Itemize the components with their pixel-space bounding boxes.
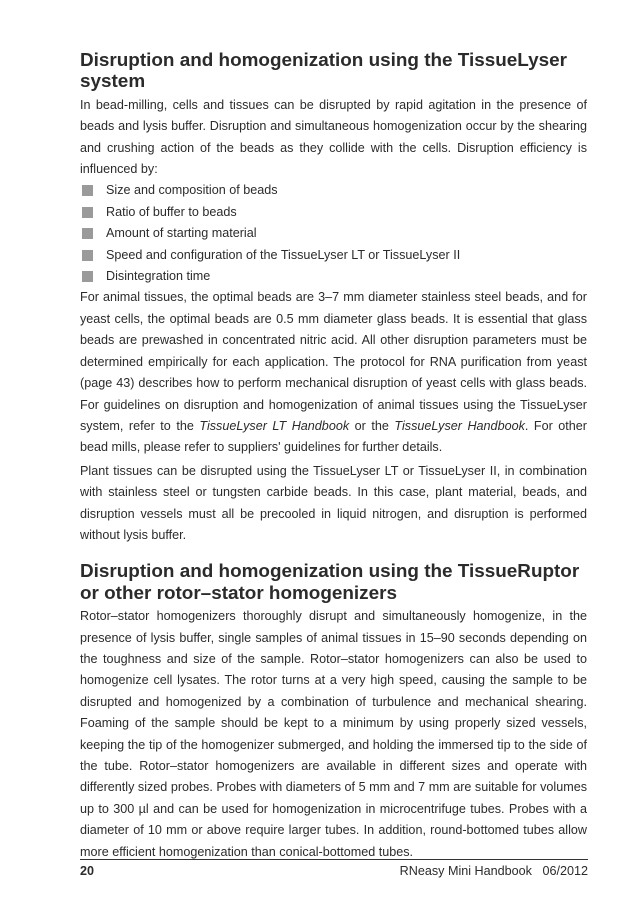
footer-divider bbox=[80, 859, 588, 860]
square-bullet-icon bbox=[82, 185, 93, 196]
square-bullet-icon bbox=[82, 250, 93, 261]
paragraph-bead-milling: In bead-milling, cells and tissues can be disrupted by rapid agitation in the presence of beads and lysis buffer. Disruption and simultaneous homogenization occur by the shearing and crushing action of the beads as they collide with the cells. Disruption efficiency is influenced by: bbox=[80, 97, 587, 177]
bullet-text: Disintegration time bbox=[106, 269, 211, 284]
handbook-reference: TissueLyser Handbook bbox=[394, 418, 525, 433]
footer-title: RNeasy Mini Handbook 06/2012 bbox=[399, 864, 588, 878]
square-bullet-icon bbox=[82, 228, 93, 239]
list-item bbox=[80, 223, 587, 244]
bullet-text: Amount of starting material bbox=[106, 226, 257, 241]
section-heading-tissueruptor: Disruption and homogenization using the TissueRuptor or other rotor–stator homogenizers bbox=[80, 561, 580, 604]
list-item bbox=[80, 202, 587, 223]
paragraph-text: . For other bead mills, please refer to suppliers' guidelines for further details. bbox=[80, 418, 588, 455]
section-heading-tissuelyser: Disruption and homogenization using the TissueLyser system bbox=[80, 50, 568, 93]
list-item bbox=[80, 180, 587, 201]
paragraph-plant-tissues: Plant tissues can be disrupted using the TissueLyser LT or TissueLyser II, in combination with stainless steel or tungsten carbide beads. In this case, plant material, beads, and disruption vessels must all be precooled in liquid nitrogen, and disruption is performed without lysis buffer. bbox=[80, 463, 587, 542]
paragraph-text: For animal tissues, the optimal beads are 3–7 mm diameter stainless steel beads, and for yeast cells, the optimal beads are 0.5 mm diameter glass beads. It is essential that glass beads are prewashed in concentrated nitric acid. All other disruption parameters must be determined empirically for each application. The protocol for RNA purification from yeast (page 43) describes how to perform mechanical disruption of yeast cells with glass beads. For guidelines on disruption and homogenization of animal tissues using the TissueLyser system, refer to the bbox=[80, 290, 587, 433]
square-bullet-icon bbox=[82, 207, 93, 218]
bullet-text: Size and composition of beads bbox=[106, 183, 278, 198]
bullet-text: Ratio of buffer to beads bbox=[106, 204, 237, 219]
bullet-text: Speed and configuration of the TissueLyser LT or TissueLyser II bbox=[106, 247, 461, 262]
square-bullet-icon bbox=[82, 271, 93, 282]
paragraph-text: or the bbox=[349, 418, 395, 433]
paragraph-optimal-beads bbox=[80, 287, 587, 458]
list-item bbox=[80, 266, 587, 287]
page-number: 20 bbox=[80, 864, 95, 878]
paragraph-rotor-stator: Rotor–stator homogenizers thoroughly disrupt and simultaneously homogenize, in the presence of lysis buffer, single samples of animal tissues in 15–90 seconds depending on the toughness and size of the sample. Rotor–stator homogenizers can also be used to homogenize cell lysates. The rotor turns at a very high speed, causing the sample to be disrupted and homogenized by a combination of turbulence and mechanical shearing. Foaming of the sample should be kept to a minimum by using properly sized vessels, keeping the tip of the homogenizer submerged, and holding the immersed tip to the side of the tube. Rotor–stator homogenizers are available in different sizes and operate with differently sized probes. Probes with diameters of 5 mm and 7 mm are suitable for volumes up to 300 µl and can be used for homogenization in microcentrifuge tubes. Probes with a diameter of 10 mm or above require larger tubes. In addition, round-bottomed tubes allow more efficient homogenization than conical-bottomed tubes. bbox=[80, 609, 587, 859]
list-item bbox=[80, 245, 587, 266]
page-content bbox=[80, 50, 587, 863]
handbook-reference-lt: TissueLyser LT Handbook bbox=[199, 418, 350, 433]
bullet-list-efficiency-factors bbox=[80, 180, 587, 287]
